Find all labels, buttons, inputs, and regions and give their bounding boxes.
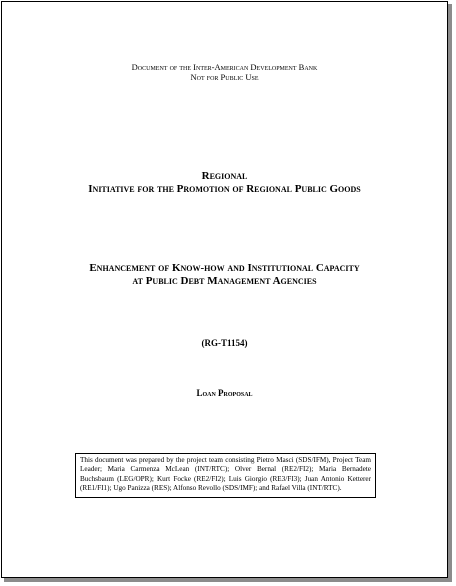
project-title-line1: Enhancement of Know-how and Institutional Capacity xyxy=(89,262,360,274)
document-page xyxy=(1,1,448,578)
title-region: Regional xyxy=(201,170,248,182)
preparation-note-box xyxy=(75,453,376,498)
project-title xyxy=(2,262,447,288)
project-code: (RG-T1154) xyxy=(201,338,248,348)
title-initiative: Initiative for the Promotion of Regional Public Goods xyxy=(88,183,361,195)
header-issuer-line: Document of the Inter-American Development Bank xyxy=(131,62,318,72)
header-restriction-line: Not for Public Use xyxy=(190,72,259,82)
project-title-line2: at Public Debt Management Agencies xyxy=(132,275,317,287)
preparation-note-text: This document was prepared by the project team consisting Pietro Masci (SDS/IFM), Project Team Leader; Maria Carmenza McLean (INT/RTC); Olver Bernal (RE2/FI2); Maria Bernadete Buchsbaum (LEG/OPR); Kurt Focke (RE2/FI2); Luis Giorgio (RE3/FI3); Juan Antonio Ketterer (RE1/FI1); Ugo Panizza (RES); Alfonso Revollo (SDS/IMF); and Rafael Villa (INT/RTC). xyxy=(80,456,371,493)
document-type: Loan Proposal xyxy=(196,388,253,398)
document-header xyxy=(2,62,447,82)
document-title xyxy=(2,170,447,196)
